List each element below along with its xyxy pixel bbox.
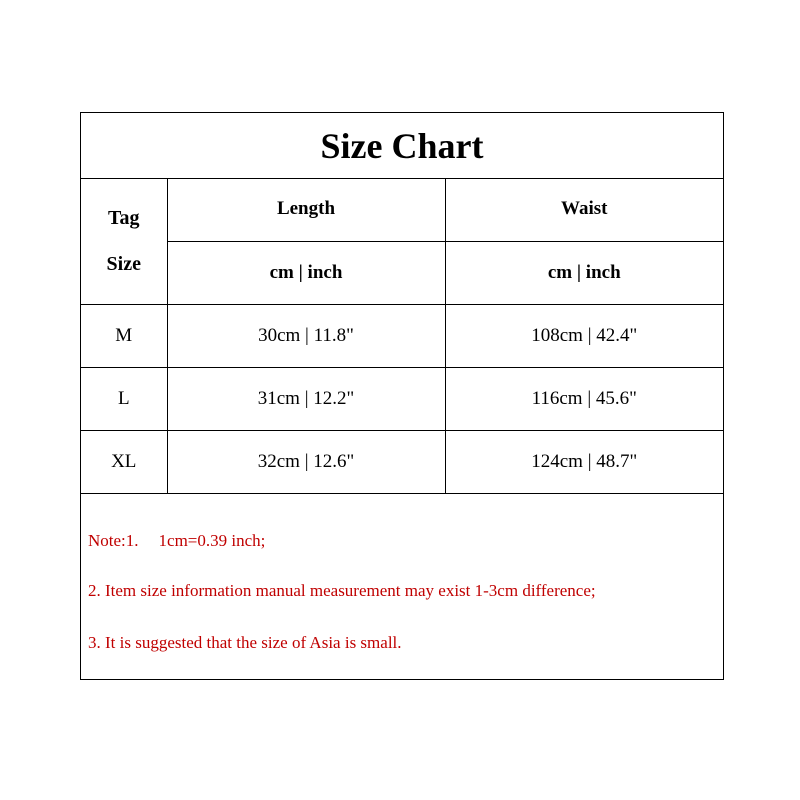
length-units-header: cm | inch (167, 241, 445, 304)
table-units-row (81, 241, 723, 304)
title-row (81, 113, 723, 179)
note-3: 3. It is suggested that the size of Asia is small. (88, 633, 402, 652)
table-row (81, 367, 723, 430)
waist-cell: 116cm | 45.6" (445, 367, 723, 430)
tag-size-label-line1: Tag (107, 206, 140, 229)
waist-header: Waist (445, 178, 723, 241)
size-chart (80, 112, 724, 680)
table-row (81, 304, 723, 367)
table-header-row (81, 178, 723, 241)
size-cell: L (81, 367, 167, 430)
size-cell: M (81, 304, 167, 367)
table-row (81, 430, 723, 493)
chart-title: Size Chart (320, 125, 484, 166)
note-1-prefix: Note:1. (88, 531, 139, 550)
length-header: Length (167, 178, 445, 241)
waist-cell: 124cm | 48.7" (445, 430, 723, 493)
waist-units-header: cm | inch (445, 241, 723, 304)
note-1-text: 1cm=0.39 inch; (158, 531, 266, 550)
length-cell: 31cm | 12.2" (167, 367, 445, 430)
size-table (81, 178, 723, 494)
tag-size-label-line2: Size (106, 252, 141, 275)
note-1 (88, 531, 265, 551)
tag-size-header (81, 178, 167, 304)
length-cell: 32cm | 12.6" (167, 430, 445, 493)
waist-cell: 108cm | 42.4" (445, 304, 723, 367)
notes-section (81, 503, 723, 679)
length-cell: 30cm | 11.8" (167, 304, 445, 367)
note-2: 2. Item size information manual measurement may exist 1-3cm difference; (88, 581, 596, 600)
size-cell: XL (81, 430, 167, 493)
